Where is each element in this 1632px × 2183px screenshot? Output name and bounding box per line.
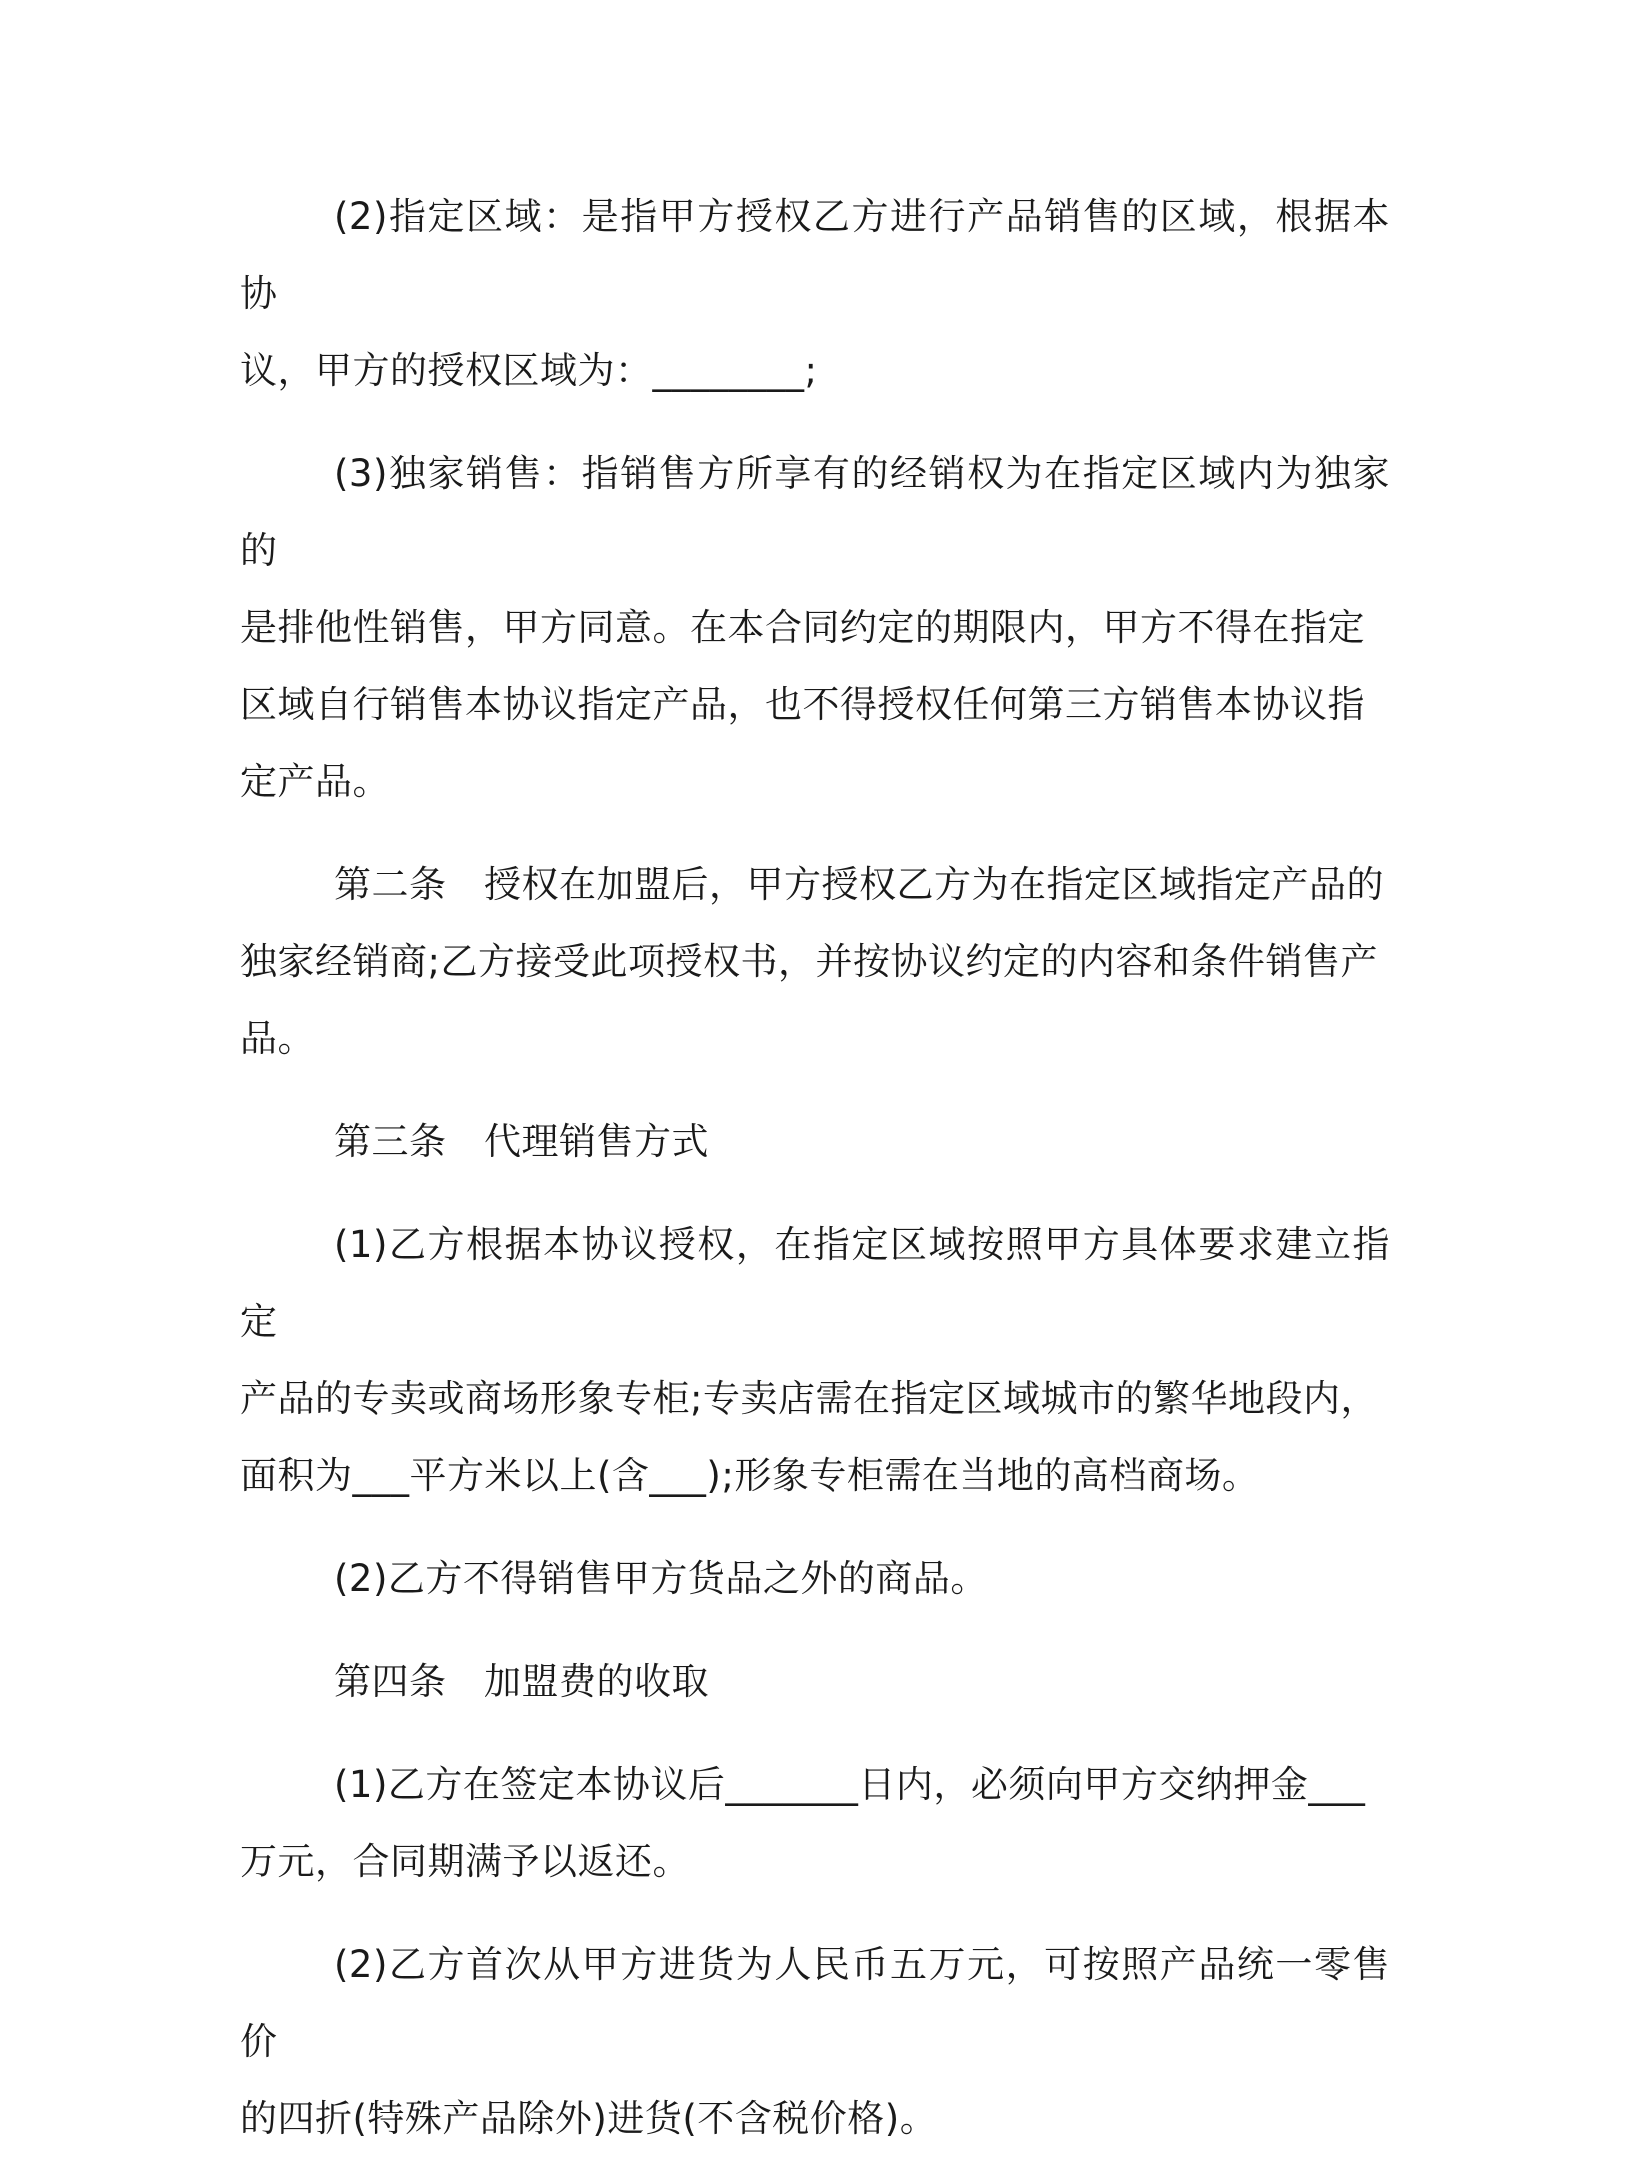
text-line: 第三条 代理销售方式 [334,1120,709,1163]
text-line: 第四条 加盟费的收取 [334,1660,709,1703]
paragraph-clause-1-3 [240,435,1390,820]
paragraph-clause-4-2 [240,1926,1390,2157]
text-line: 品。 [240,1017,315,1060]
text-line: (2)乙方首次从甲方进货为人民币五万元，可按照产品统一零售价 [240,1943,1390,2063]
text-line: 的四折(特殊产品除外)进货(不含税价格)。 [240,2097,938,2140]
text-line: (1)乙方根据本协议授权，在指定区域按照甲方具体要求建立指定 [240,1223,1390,1343]
paragraph-clause-3-2 [240,1540,1390,1617]
text-line: (1)乙方在签定本协议后_______日内，必须向甲方交纳押金___ [334,1763,1366,1806]
text-line: (3)独家销售：指销售方所享有的经销权为在指定区域内为独家的 [240,452,1390,572]
text-line: 独家经销商;乙方接受此项授权书，并按协议约定的内容和条件销售产 [240,940,1378,983]
text-line: 万元，合同期满予以返还。 [240,1840,690,1883]
text-line: 议，甲方的授权区域为：________; [240,349,818,392]
text-line: 面积为___平方米以上(含___);形象专柜需在当地的高档商场。 [240,1454,1260,1497]
document-body [240,178,1390,2183]
text-line: 区域自行销售本协议指定产品，也不得授权任何第三方销售本协议指 [240,683,1365,726]
text-line: 产品的专卖或商场形象专柜;专卖店需在指定区域城市的繁华地段内， [240,1377,1378,1420]
heading-article-3 [240,1103,1390,1180]
paragraph-clause-1-2 [240,178,1390,409]
heading-article-4 [240,1643,1390,1720]
text-line: (2)指定区域：是指甲方授权乙方进行产品销售的区域，根据本协 [240,195,1390,315]
paragraph-clause-3-1 [240,1206,1390,1514]
paragraph-article-2 [240,846,1390,1077]
text-line: 第二条 授权在加盟后，甲方授权乙方为在指定区域指定产品的 [334,863,1384,906]
text-line: (2)乙方不得销售甲方货品之外的商品。 [334,1557,988,1600]
text-line: 定产品。 [240,760,390,803]
text-line: 是排他性销售，甲方同意。在本合同约定的期限内，甲方不得在指定 [240,606,1365,649]
paragraph-clause-4-1 [240,1746,1390,1900]
